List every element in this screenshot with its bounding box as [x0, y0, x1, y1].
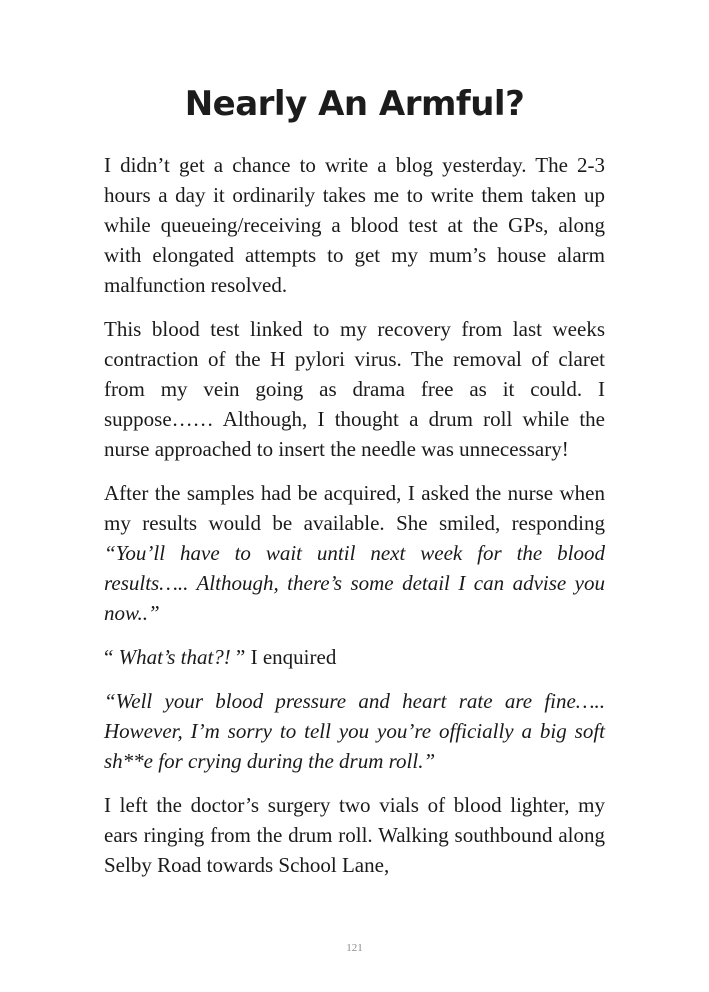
paragraph-5	[104, 686, 605, 776]
quote-open: “	[104, 645, 119, 669]
paragraph-2: This blood test linked to my recovery from last weeks contraction of the H pylori virus. The removal of claret from my vein going as drama free as it could. I suppose…… Although, I thought a drum roll while the nurse approached to insert the needle was unnecessary!	[104, 317, 605, 461]
nurse-response-quote: “Well your blood pressure and heart rate are fine….. However, I’m sorry to tell you you’re officially a big soft sh**e for crying during the drum roll.”	[104, 689, 605, 773]
page-number: 121	[346, 942, 363, 954]
paragraph-4	[104, 642, 605, 672]
question-quote: What’s that?!	[118, 645, 231, 669]
chapter-title: Nearly An Armful?	[184, 84, 525, 124]
body-text	[104, 150, 605, 894]
paragraph-6: I left the doctor’s surgery two vials of blood lighter, my ears ringing from the drum roll. Walking southbound along Selby Road towards School Lane,	[104, 793, 605, 877]
quote-close: ” I enquired	[230, 645, 337, 669]
nurse-quote: “You’ll have to wait until next week for the blood results….. Although, there’s some detail I can advise you now..”	[104, 541, 605, 625]
paragraph-1: I didn’t get a chance to write a blog yesterday. The 2-3 hours a day it ordinarily takes me to write them taken up while queueing/receiving a blood test at the GPs, along with elongated attempts to get my mum’s house alarm malfunction resolved.	[104, 153, 605, 297]
paragraph-3-text: After the samples had be acquired, I asked the nurse when my results would be available. She smiled, responding	[104, 481, 605, 535]
paragraph-3	[104, 478, 605, 628]
